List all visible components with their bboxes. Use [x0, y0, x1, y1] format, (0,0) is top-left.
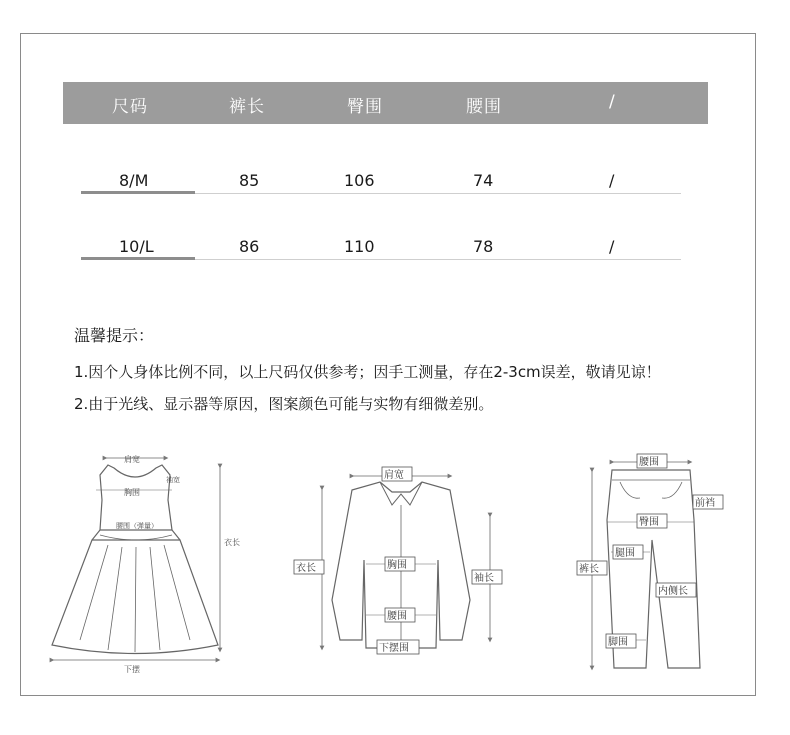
pants-inseam-label: 内侧长	[658, 586, 688, 597]
cell-blank: /	[609, 171, 615, 190]
dress-shoulder-label: 肩宽	[124, 455, 140, 464]
dress-sleeve-label: 袖宽	[166, 476, 180, 484]
cell-pants-length: 85	[239, 171, 260, 190]
header-waist: 腰围	[466, 97, 502, 117]
header-pants-length: 裤长	[229, 97, 265, 117]
cell-waist: 78	[473, 237, 494, 256]
tips-title: 温馨提示：	[74, 326, 155, 345]
cell-size: 8/M	[119, 171, 149, 190]
shirt-length-label: 衣长	[296, 563, 316, 574]
pants-thigh-label: 腿围	[615, 548, 635, 559]
shirt-waist-label: 腰围	[387, 611, 407, 622]
pants-waist-label: 腰围	[639, 457, 659, 468]
shirt-sleeve-label: 袖长	[474, 573, 494, 584]
cell-blank: /	[609, 237, 615, 256]
dress-waist-label: 腰围（弹量）	[116, 522, 158, 530]
dress-chest-label: 胸围	[124, 488, 140, 497]
cell-hip: 106	[344, 171, 375, 190]
header-hip: 臀围	[347, 97, 383, 117]
dress-length-label: 衣长	[224, 538, 240, 547]
pants-leg-opening-label: 脚围	[608, 637, 628, 648]
shirt-chest-label: 胸围	[387, 560, 407, 571]
header-blank: /	[609, 92, 616, 112]
shirt-hem-label: 下摆围	[379, 643, 409, 654]
pants-front-rise-label: 前裆	[695, 498, 715, 509]
cell-size: 10/L	[119, 237, 154, 256]
cell-pants-length: 86	[239, 237, 260, 256]
pants-hip-label: 臀围	[639, 517, 659, 528]
dress-hem-label: 下摆	[124, 665, 140, 674]
tips-line-2: 2.由于光线、显示器等原因，图案颜色可能与实物有细微差别。	[74, 395, 494, 413]
shirt-shoulder-label: 肩宽	[384, 470, 404, 481]
cell-hip: 110	[344, 237, 375, 256]
header-size: 尺码	[112, 97, 148, 117]
cell-waist: 74	[473, 171, 494, 190]
tips-line-1: 1.因个人身体比例不同，以上尺码仅供参考；因手工测量，存在2-3cm误差，敬请见谅！	[74, 363, 661, 381]
pants-length-label: 裤长	[579, 564, 599, 575]
